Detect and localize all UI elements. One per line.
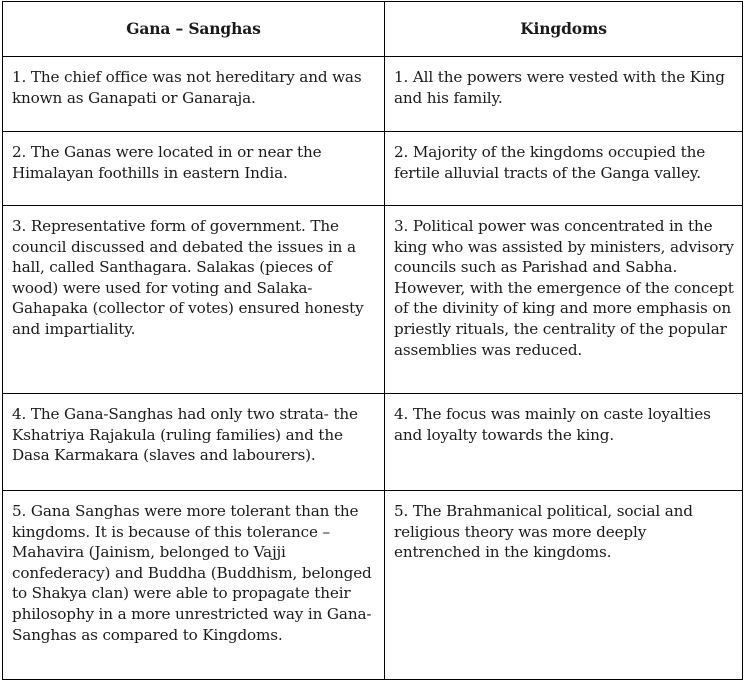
kingdom-cell: 2. Majority of the kingdoms occupied the fertile alluvial tracts of the Ganga valley. bbox=[385, 132, 743, 206]
kingdom-cell: 5. The Brahmanical political, social and religious theory was more deeply entrenched in the kingdoms. bbox=[385, 491, 743, 680]
gana-cell: 3. Representative form of government. The council discussed and debated the issues in a hall, called Santhagara. Salakas (pieces of wood) were used for voting and Salaka-Gahapaka (collector of votes) ensured honesty and impartiality. bbox=[3, 206, 385, 394]
kingdom-cell: 4. The focus was mainly on caste loyalties and loyalty towards the king. bbox=[385, 394, 743, 491]
gana-cell: 2. The Ganas were located in or near the Himalayan foothills in eastern India. bbox=[3, 132, 385, 206]
kingdom-cell: 3. Political power was concentrated in the king who was assisted by ministers, advisory councils such as Parishad and Sabha. However, with the emergence of the concept of the divinity of king and more emphasis on priestly rituals, the centrality of the popular assemblies was reduced. bbox=[385, 206, 743, 394]
table-row bbox=[3, 206, 743, 394]
kingdom-cell: 1. All the powers were vested with the King and his family. bbox=[385, 57, 743, 132]
table-row bbox=[3, 394, 743, 491]
gana-cell: 1. The chief office was not hereditary and was known as Ganapati or Ganaraja. bbox=[3, 57, 385, 132]
table-row bbox=[3, 57, 743, 132]
gana-cell: 4. The Gana-Sanghas had only two strata- the Kshatriya Rajakula (ruling families) and the Dasa Karmakara (slaves and labourers). bbox=[3, 394, 385, 491]
comparison-table bbox=[2, 1, 743, 680]
header-kingdoms: Kingdoms bbox=[385, 2, 743, 57]
header-gana-sanghas: Gana – Sanghas bbox=[3, 2, 385, 57]
gana-cell: 5. Gana Sanghas were more tolerant than the kingdoms. It is because of this tolerance – Mahavira (Jainism, belonged to Vajji confederacy) and Buddha (Buddhism, belonged to Shakya clan) were able to propagate their philosophy in a more unrestricted way in Gana-Sanghas as compared to Kingdoms. bbox=[3, 491, 385, 680]
table-row bbox=[3, 132, 743, 206]
table-row bbox=[3, 491, 743, 680]
header-row bbox=[3, 2, 743, 57]
